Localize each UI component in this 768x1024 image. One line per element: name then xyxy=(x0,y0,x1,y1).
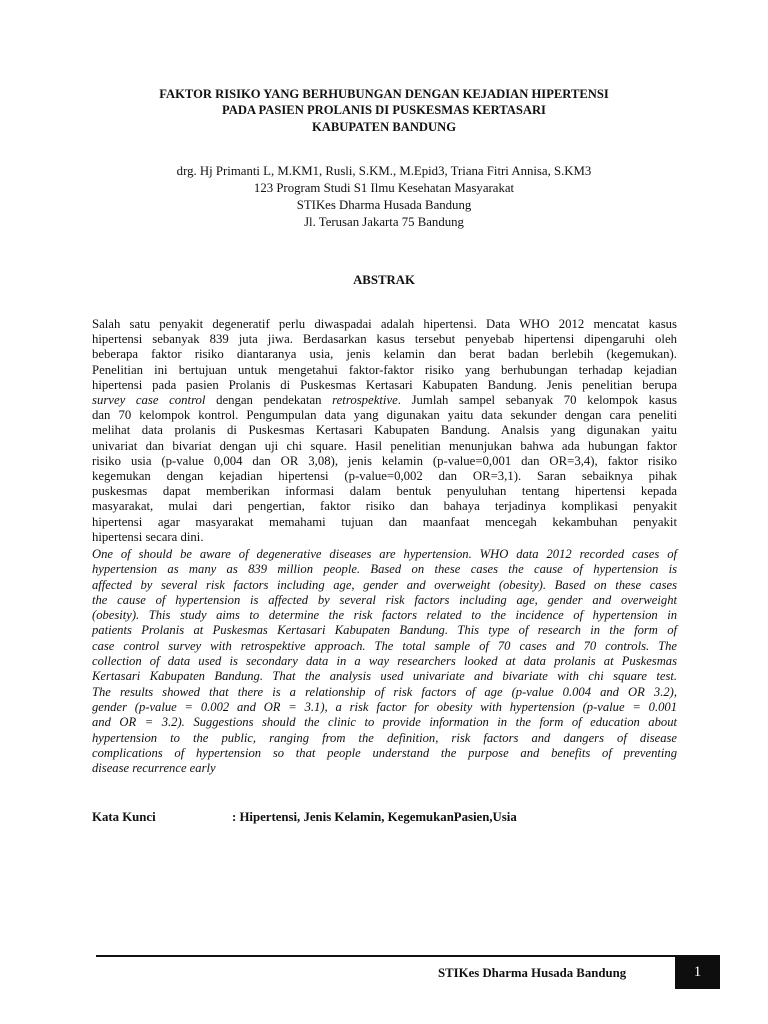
abstract-line: melihat data prolanis di Puskesmas Kertasari Kabupaten Bandung. Analsis yang digunakan yaitu xyxy=(92,423,677,438)
author-program: 123 Program Studi S1 Ilmu Kesehatan Masyarakat xyxy=(253,181,515,195)
abstract-line: complications of hypertension so that people understand the purpose and benefits of preventing xyxy=(92,745,677,760)
abstract-text: dengan pendekatan xyxy=(205,393,333,408)
abstract-line: patients Prolanis at Puskesmas Kertasari Kabupaten Bandung. This type of research in the form of xyxy=(92,623,677,638)
abstract-line: univariat dan bivariat dengan uji chi square. Hasil penelitian menunjukan bahwa ada hubungan faktor xyxy=(92,438,677,453)
abstract-line: Penelitian ini bertujuan untuk mengetahui faktor-faktor risiko yang berhubungan terhadap kejadian xyxy=(92,362,677,377)
author-institution: STIKes Dharma Husada Bandung xyxy=(296,198,472,212)
footer-divider xyxy=(96,955,720,957)
abstract-line: One of should be aware of degenerative diseases are hypertension. WHO data 2012 recorded cases of xyxy=(92,547,677,561)
method-term: survey case control xyxy=(92,393,206,408)
title-line: KABUPATEN BANDUNG xyxy=(311,119,456,134)
abstract-line: gender (p-value = 0.002 and OR = 3.1), a risk factor for obesity with hypertension (p-value = 0.001 xyxy=(92,699,677,714)
page-number xyxy=(675,955,720,989)
abstract-line: Salah satu penyakit degeneratif perlu diwaspadai adalah hipertensi. Data WHO 2012 mencatat kasus xyxy=(92,317,677,331)
abstract-line: disease recurrence early xyxy=(92,761,216,776)
abstract-line: and OR = 3.2). Suggestions should the clinic to provide information in the form of education about xyxy=(92,715,677,730)
title-line: PADA PASIEN PROLANIS DI PUSKESMAS KERTASARI xyxy=(222,103,546,118)
paper-title xyxy=(80,86,688,135)
title-line: FAKTOR RISIKO YANG BERHUBUNGAN DENGAN KEJADIAN HIPERTENSI xyxy=(159,87,609,101)
abstract-line: case control survey with retrospektive approach. The total sample of 70 cases and 70 controls. The xyxy=(92,638,677,653)
abstract-line xyxy=(92,393,677,408)
abstract-line: hipertensi sebanyak 839 juta jiwa. Berdasarkan kasus tersebut penyebab hipertensi dipengaruhi oleh xyxy=(92,332,677,347)
keywords-value: : Hipertensi, Jenis Kelamin, KegemukanPasien,Usia xyxy=(232,810,517,824)
author-names: drg. Hj Primanti L, M.KM1, Rusli, S.KM., M.Epid3, Triana Fitri Annisa, S.KM3 xyxy=(176,164,592,178)
abstract-english xyxy=(92,547,677,776)
keywords-label: Kata Kunci xyxy=(92,810,156,824)
abstract-line: dan 70 kelompok kontrol. Pengumpulan data yang digunakan yaitu data sekunder dengan cara peneliti xyxy=(92,408,677,423)
abstract-line: beberapa faktor risiko diantaranya usia, jenis kelamin dan berat badan berlebih (kegemukan). xyxy=(92,347,677,362)
abstract-line: affected by several risk factors including age, gender and overweight (obesity). Based on these cases xyxy=(92,577,677,592)
abstract-indonesian xyxy=(92,317,677,545)
abstract-line: masyarakat, mulai dari pengertian, faktor risiko dan bahaya terjadinya komplikasi penyakit xyxy=(92,499,677,514)
abstract-line: hipertensi secara dini. xyxy=(92,529,204,544)
abstract-line: risiko usia (p-value 0,004 dan OR 3,08), jenis kelamin (p-value=0,001 dan OR=3,4), faktor risiko xyxy=(92,453,677,468)
page-number-text: 1 xyxy=(693,963,702,980)
abstract-line: The results showed that there is a relationship of risk factors of age (p-value 0.004 and OR 3.2), xyxy=(92,684,677,699)
abstract-line: (obesity). This study aims to determine the risk factors related to the incidence of hypertension in xyxy=(92,608,677,623)
abstract-line: Kertasari Kabupaten Bandung. That the analysis used univariate and bivariate with chi square test. xyxy=(92,669,677,684)
author-block xyxy=(80,163,688,231)
footer-institution: STIKes Dharma Husada Bandung xyxy=(438,966,627,980)
abstract-heading: ABSTRAK xyxy=(353,273,415,287)
author-address: Jl. Terusan Jakarta 75 Bandung xyxy=(304,215,464,229)
abstract-line: hypertension to the public, ranging from the definition, risk factors and dangers of disease xyxy=(92,730,677,745)
approach-term: retrospektive xyxy=(332,393,398,408)
abstract-line: the cause of hypertension is affected by several risk factors including age, gender and overweight xyxy=(92,592,677,607)
abstract-text: . Jumlah sampel sebanyak 70 kelompok kasus xyxy=(397,393,678,408)
abstract-line: hipertensi agar masyarakat memahami tujuan dan maanfaat mencegah kekambuhan penyakit xyxy=(92,514,677,529)
abstract-line: collection of data used is secondary data in a way researchers looked at data prolanis at Puskesmas xyxy=(92,654,677,669)
abstract-line: hypertension as many as 839 million people. Based on these cases the cause of hypertension is xyxy=(92,562,677,577)
abstract-line: puskesmas dapat memberikan informasi dalam bentuk penyuluhan tentang hipertensi kepada xyxy=(92,484,677,499)
abstract-line: kegemukan dengan kejadian hipertensi (p-value=0,002 dan OR=3,1). Saran sebaiknya pihak xyxy=(92,469,677,484)
abstract-line: hipertensi pada pasien Prolanis di Puskesmas Kertasari Kabupaten Bandung. Jenis penelitian berupa xyxy=(92,377,677,392)
